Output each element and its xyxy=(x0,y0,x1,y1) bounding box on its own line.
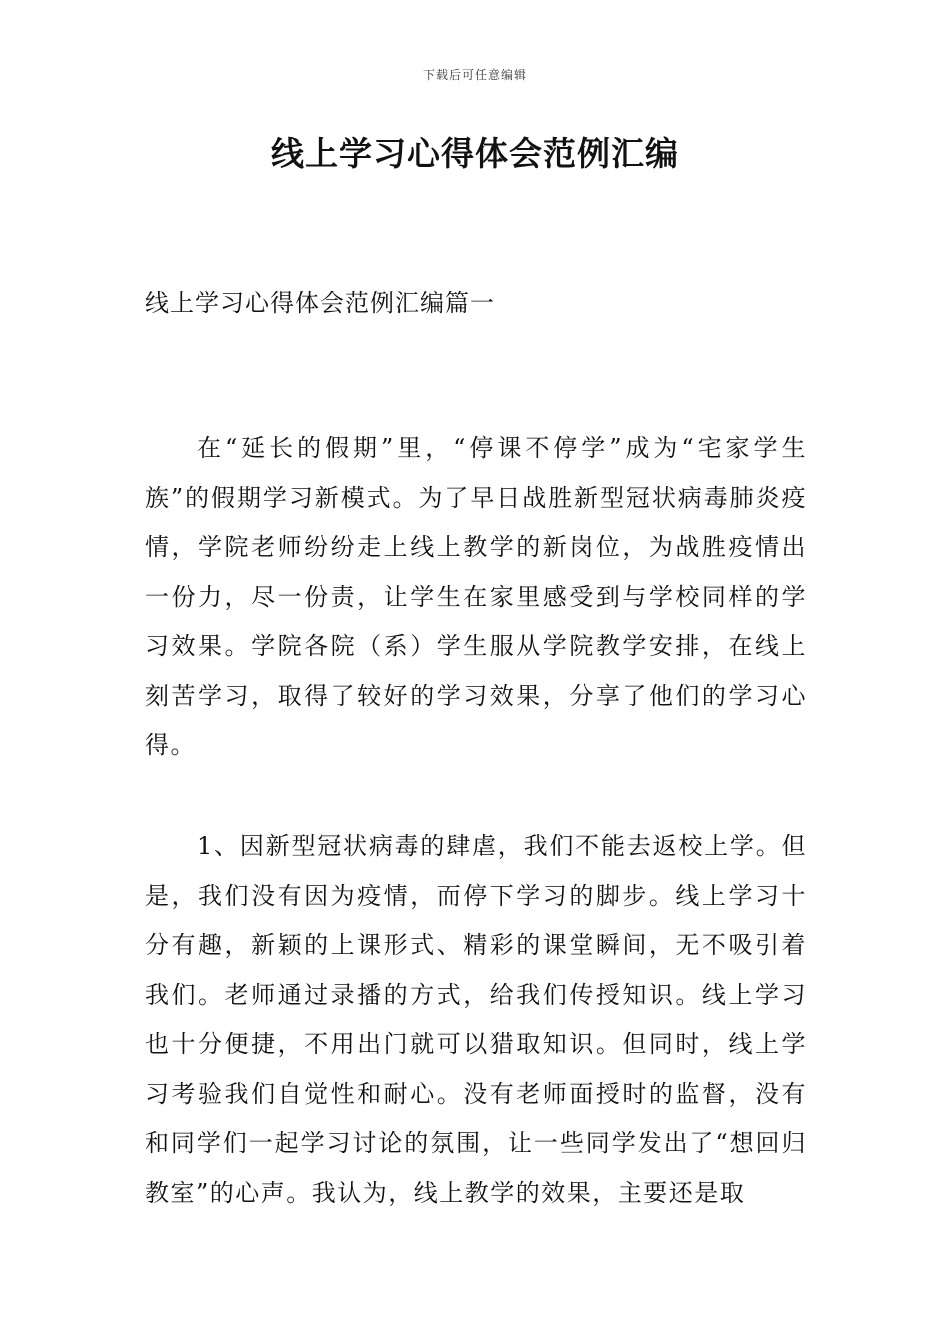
body-paragraph-2: 1、因新型冠状病毒的肆虐，我们不能去返校上学。但是，我们没有因为疫情，而停下学习的脚步。线上学习十分有趣，新颖的上课形式、精彩的课堂瞬间，无不吸引着我们。老师通过录播的方式，给我们传授知识。线上学习也十分便捷，不用出门就可以猎取知识。但同时，线上学习考验我们自觉性和耐心。没有老师面授时的监督，没有和同学们一起学习讨论的氛围，让一些同学发出了“想回归教室”的心声。我认为，线上教学的效果，主要还是取 xyxy=(145,832,807,1207)
section-heading: 线上学习心得体会范例汇编篇一 xyxy=(145,289,495,317)
header-note: 下载后可任意编辑 xyxy=(422,68,527,82)
body-paragraph-1: 在“延长的假期”里，“停课不停学”成为“宅家学生族”的假期学习新模式。为了早日战胜新型冠状病毒肺炎疫情，学院老师纷纷走上线上教学的新岗位，为战胜疫情出一份力，尽一份责，让学生在家里感受到与学校同样的学习效果。学院各院（系）学生服从学院教学安排，在线上刻苦学习，取得了较好的学习效果，分享了他们的学习心得。 xyxy=(145,434,807,759)
document-title: 线上学习心得体会范例汇编 xyxy=(271,134,679,173)
